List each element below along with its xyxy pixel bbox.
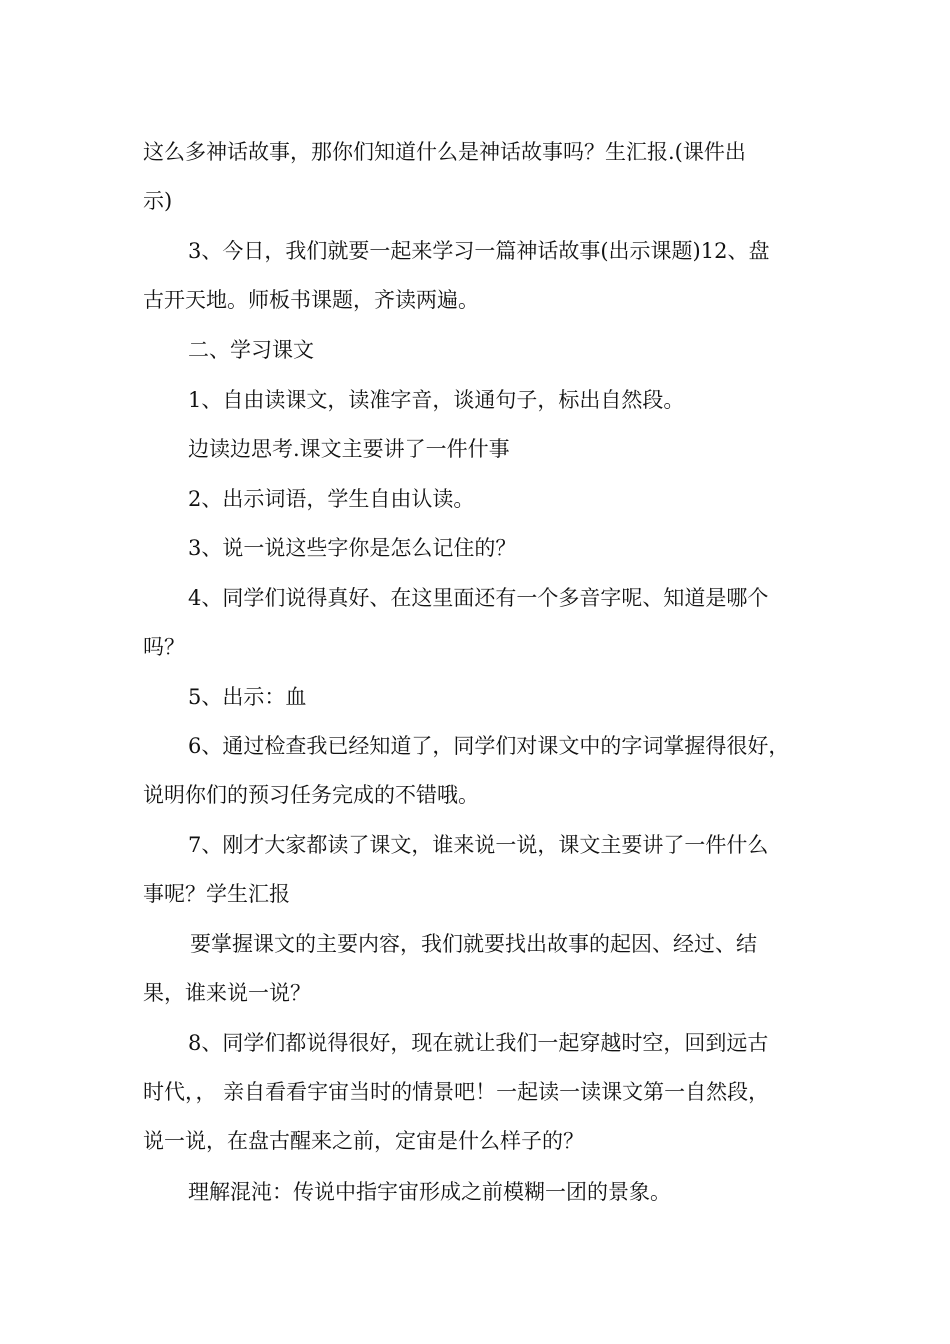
paragraph-step-3-memorize	[188, 524, 868, 573]
paragraph-read-and-think	[188, 425, 868, 474]
text-line: 吗？	[143, 635, 185, 659]
text-line: 事呢？学生汇报	[143, 882, 290, 906]
paragraph-understand-chaos	[188, 1168, 868, 1217]
text-line: 时代，， 亲自看看宇宙当时的情景吧！一起读一读课文第一自然段，	[143, 1080, 770, 1104]
text-line: 4、同学们说得真好、在这里面还有一个多音字呢、知道是哪个	[188, 586, 769, 610]
paragraph-step-1-read	[188, 376, 868, 425]
paragraph-step-3-today	[143, 227, 823, 325]
paragraph-step-6-check	[143, 722, 823, 820]
text-line: 8、同学们都说得很好，现在就让我们一起穿越时空，回到远古	[188, 1031, 769, 1055]
paragraph-intro-continuation	[143, 128, 823, 226]
text-line: 古开天地。师板书课题，齐读两遍。	[143, 288, 479, 312]
paragraph-step-2-words	[188, 475, 868, 524]
text-line: 边读边思考.课文主要讲了一件什事	[188, 437, 510, 461]
text-line: 理解混沌：传说中指宇宙形成之前模糊一团的景象。	[188, 1180, 671, 1204]
paragraph-step-7-summary	[143, 821, 823, 919]
text-line: 6、通过检查我已经知道了，同学们对课文中的字词掌握得很好，	[188, 734, 790, 758]
text-line: 3、说一说这些字你是怎么记住的？	[188, 536, 517, 560]
paragraph-step-8-time-travel	[143, 1019, 823, 1166]
text-line: 示)	[143, 189, 173, 213]
text-line: 7、刚才大家都读了课文，谁来说一说，课文主要讲了一件什么	[188, 833, 769, 857]
text-line: 说明你们的预习任务完成的不错哦。	[143, 783, 479, 807]
text-line: 5、出示：血	[188, 685, 307, 709]
paragraph-step-4-polyphone	[143, 574, 823, 672]
text-line: 3、今日，我们就要一起来学习一篇神话故事(出示课题)12、盘	[188, 239, 770, 263]
section-heading-study-text	[188, 326, 868, 375]
text-line: 2、出示词语，学生自由认读。	[188, 487, 475, 511]
text-line: 说一说，在盘古醒来之前，定宙是什么样子的？	[143, 1129, 584, 1153]
text-line: 要掌握课文的主要内容，我们就要找出故事的起因、经过、结	[190, 932, 757, 956]
text-line: 这么多神话故事，那你们知道什么是神话故事吗？生汇报.(课件出	[143, 140, 746, 164]
paragraph-main-content	[143, 920, 823, 1018]
text-line: 果，谁来说一说？	[143, 981, 311, 1005]
text-line: 1、自由读课文，读准字音，谈通句子，标出自然段。	[188, 388, 685, 412]
text-line: 二、学习课文	[188, 338, 314, 362]
paragraph-step-5-show	[188, 673, 868, 722]
